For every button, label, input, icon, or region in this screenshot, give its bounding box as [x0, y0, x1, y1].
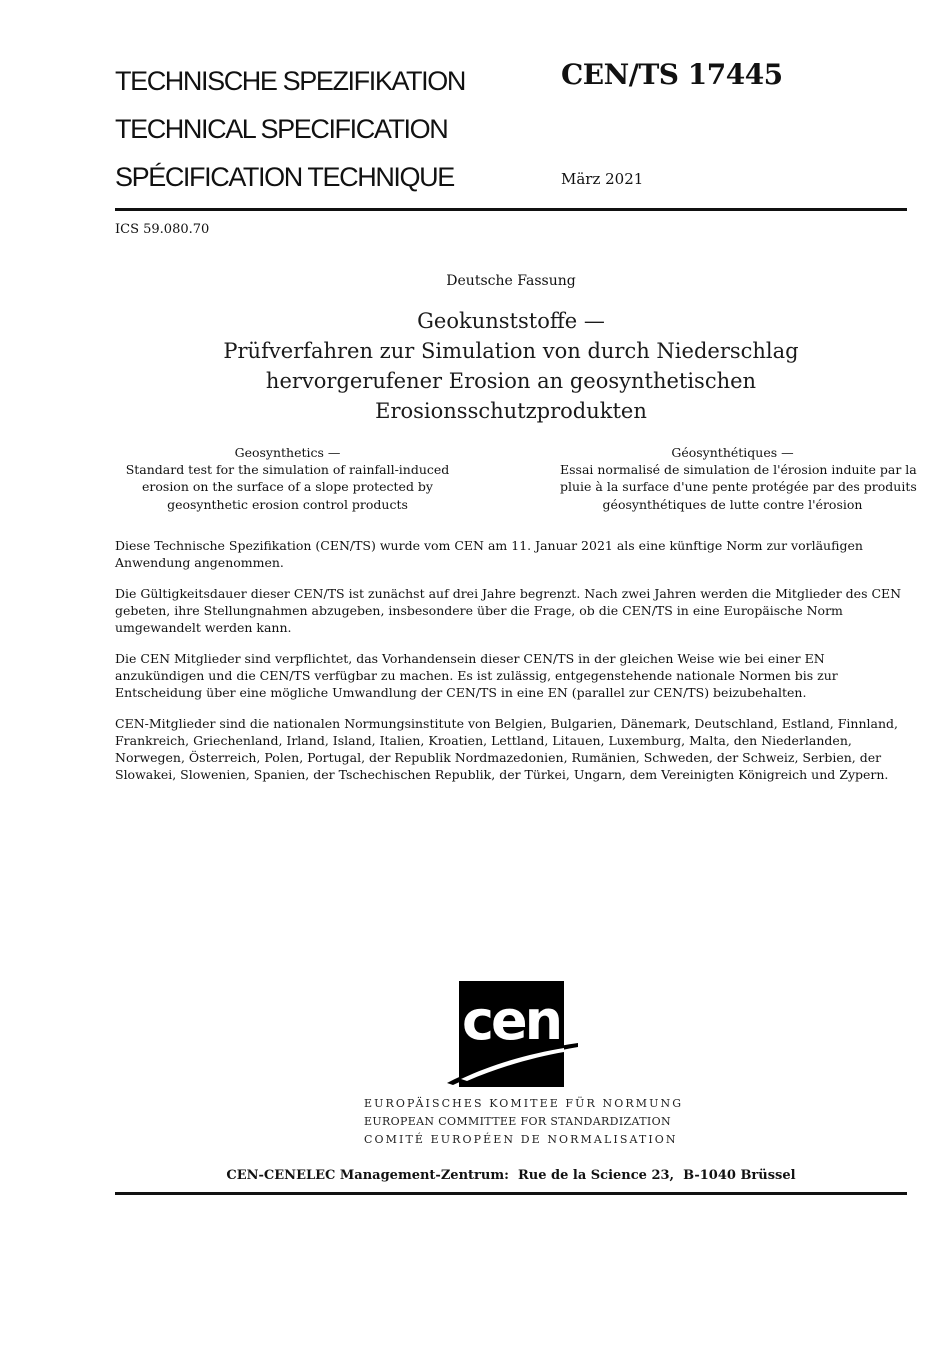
english-title-line: Standard test for the simulation of rainfall-induced — [125, 462, 450, 478]
version-label: Deutsche Fassung — [446, 273, 576, 289]
document-type-german: TECHNISCHE SPEZIFIKATION — [115, 66, 465, 96]
paragraph-members: CEN-Mitglieder sind die nationalen Normungsinstitute von Belgien, Bulgarien, Dänemark, Deutschland, Estland, Finnland, Frankreich, Griechenland, Irland, Island, Italien, Kroatien, Lettland, Litauen, Luxemburg, Malta, den Niederlanden, Norwegen, Österreich, Polen, Portugal, der Republik Nordmazedonien, Rumänien, Schweden, der Schweiz, Serbien, der Slowakei, Slowenien, Spanien, der Tschechischen Republik, der Türkei, Ungarn, dem Vereinigten Königreich und Zypern. — [115, 716, 898, 782]
french-title-line: géosynthétiques de lutte contre l'érosion — [602, 496, 863, 512]
cen-logo-text: cen — [461, 989, 561, 1052]
ics-code: ICS 59.080.70 — [115, 222, 210, 237]
main-title — [115, 306, 907, 426]
organization-names — [364, 1095, 683, 1148]
french-title-line: Essai normalisé de simulation de l'érosion induite par la — [560, 462, 917, 478]
english-title — [115, 444, 460, 513]
french-title — [560, 444, 917, 513]
address: CEN-CENELEC Management-Zentrum: Rue de la Science 23, B-1040 Brüssel — [226, 1168, 796, 1183]
document-type-english: TECHNICAL SPECIFICATION — [115, 114, 448, 144]
english-title-line: erosion on the surface of a slope protected by — [142, 479, 433, 495]
publication-date: März 2021 — [561, 170, 644, 188]
organization-name-french: COMITÉ EUROPÉEN DE NORMALISATION — [364, 1132, 678, 1146]
top-rule — [115, 208, 907, 211]
bottom-rule — [115, 1192, 907, 1195]
paragraph-obligations: Die CEN Mitglieder sind verpflichtet, das Vorhandensein dieser CEN/TS in der gleichen Weise wie bei einer EN anzukündigen und die CEN/TS verfügbar zu machen. Es ist zulässig, entgegenstehende nationale Normen bis zur Entscheidung über eine mögliche Umwandlung der CEN/TS in eine EN (parallel zur CEN/TS) beizubehalten. — [115, 651, 838, 700]
document-number: CEN/TS 17445 — [561, 58, 783, 91]
body-text — [115, 537, 915, 797]
main-title-line: Prüfverfahren zur Simulation von durch Niederschlag — [223, 339, 799, 363]
english-title-line: geosynthetic erosion control products — [167, 496, 408, 512]
english-title-line: Geosynthetics — — [234, 445, 341, 460]
paragraph-validity: Die Gültigkeitsdauer dieser CEN/TS ist zunächst auf drei Jahre begrenzt. Nach zwei Jahren werden die Mitglieder des CEN gebeten, ihre Stellungnahmen abzugeben, insbesondere über die Frage, ob die CEN/TS in eine Europäische Norm umgewandelt werden kann. — [115, 586, 902, 635]
main-title-line: hervorgerufener Erosion an geosynthetischen — [265, 369, 757, 393]
main-title-line: Geokunststoffe — — [417, 309, 605, 333]
paragraph-adoption: Diese Technische Spezifikation (CEN/TS) wurde vom CEN am 11. Januar 2021 als eine künftige Norm zur vorläufigen Anwendung angenommen. — [115, 538, 863, 570]
main-title-line: Erosionsschutzprodukten — [375, 399, 647, 423]
organization-name-english: EUROPEAN COMMITTEE FOR STANDARDIZATION — [364, 1114, 671, 1128]
french-title-line: pluie à la surface d'une pente protégée par des produits — [560, 479, 917, 495]
organization-name-german: EUROPÄISCHES KOMITEE FÜR NORMUNG — [364, 1097, 684, 1110]
cen-logo-icon — [445, 981, 580, 1087]
document-type-french: SPÉCIFICATION TECHNIQUE — [115, 162, 454, 192]
french-title-line: Géosynthétiques — — [671, 445, 794, 460]
